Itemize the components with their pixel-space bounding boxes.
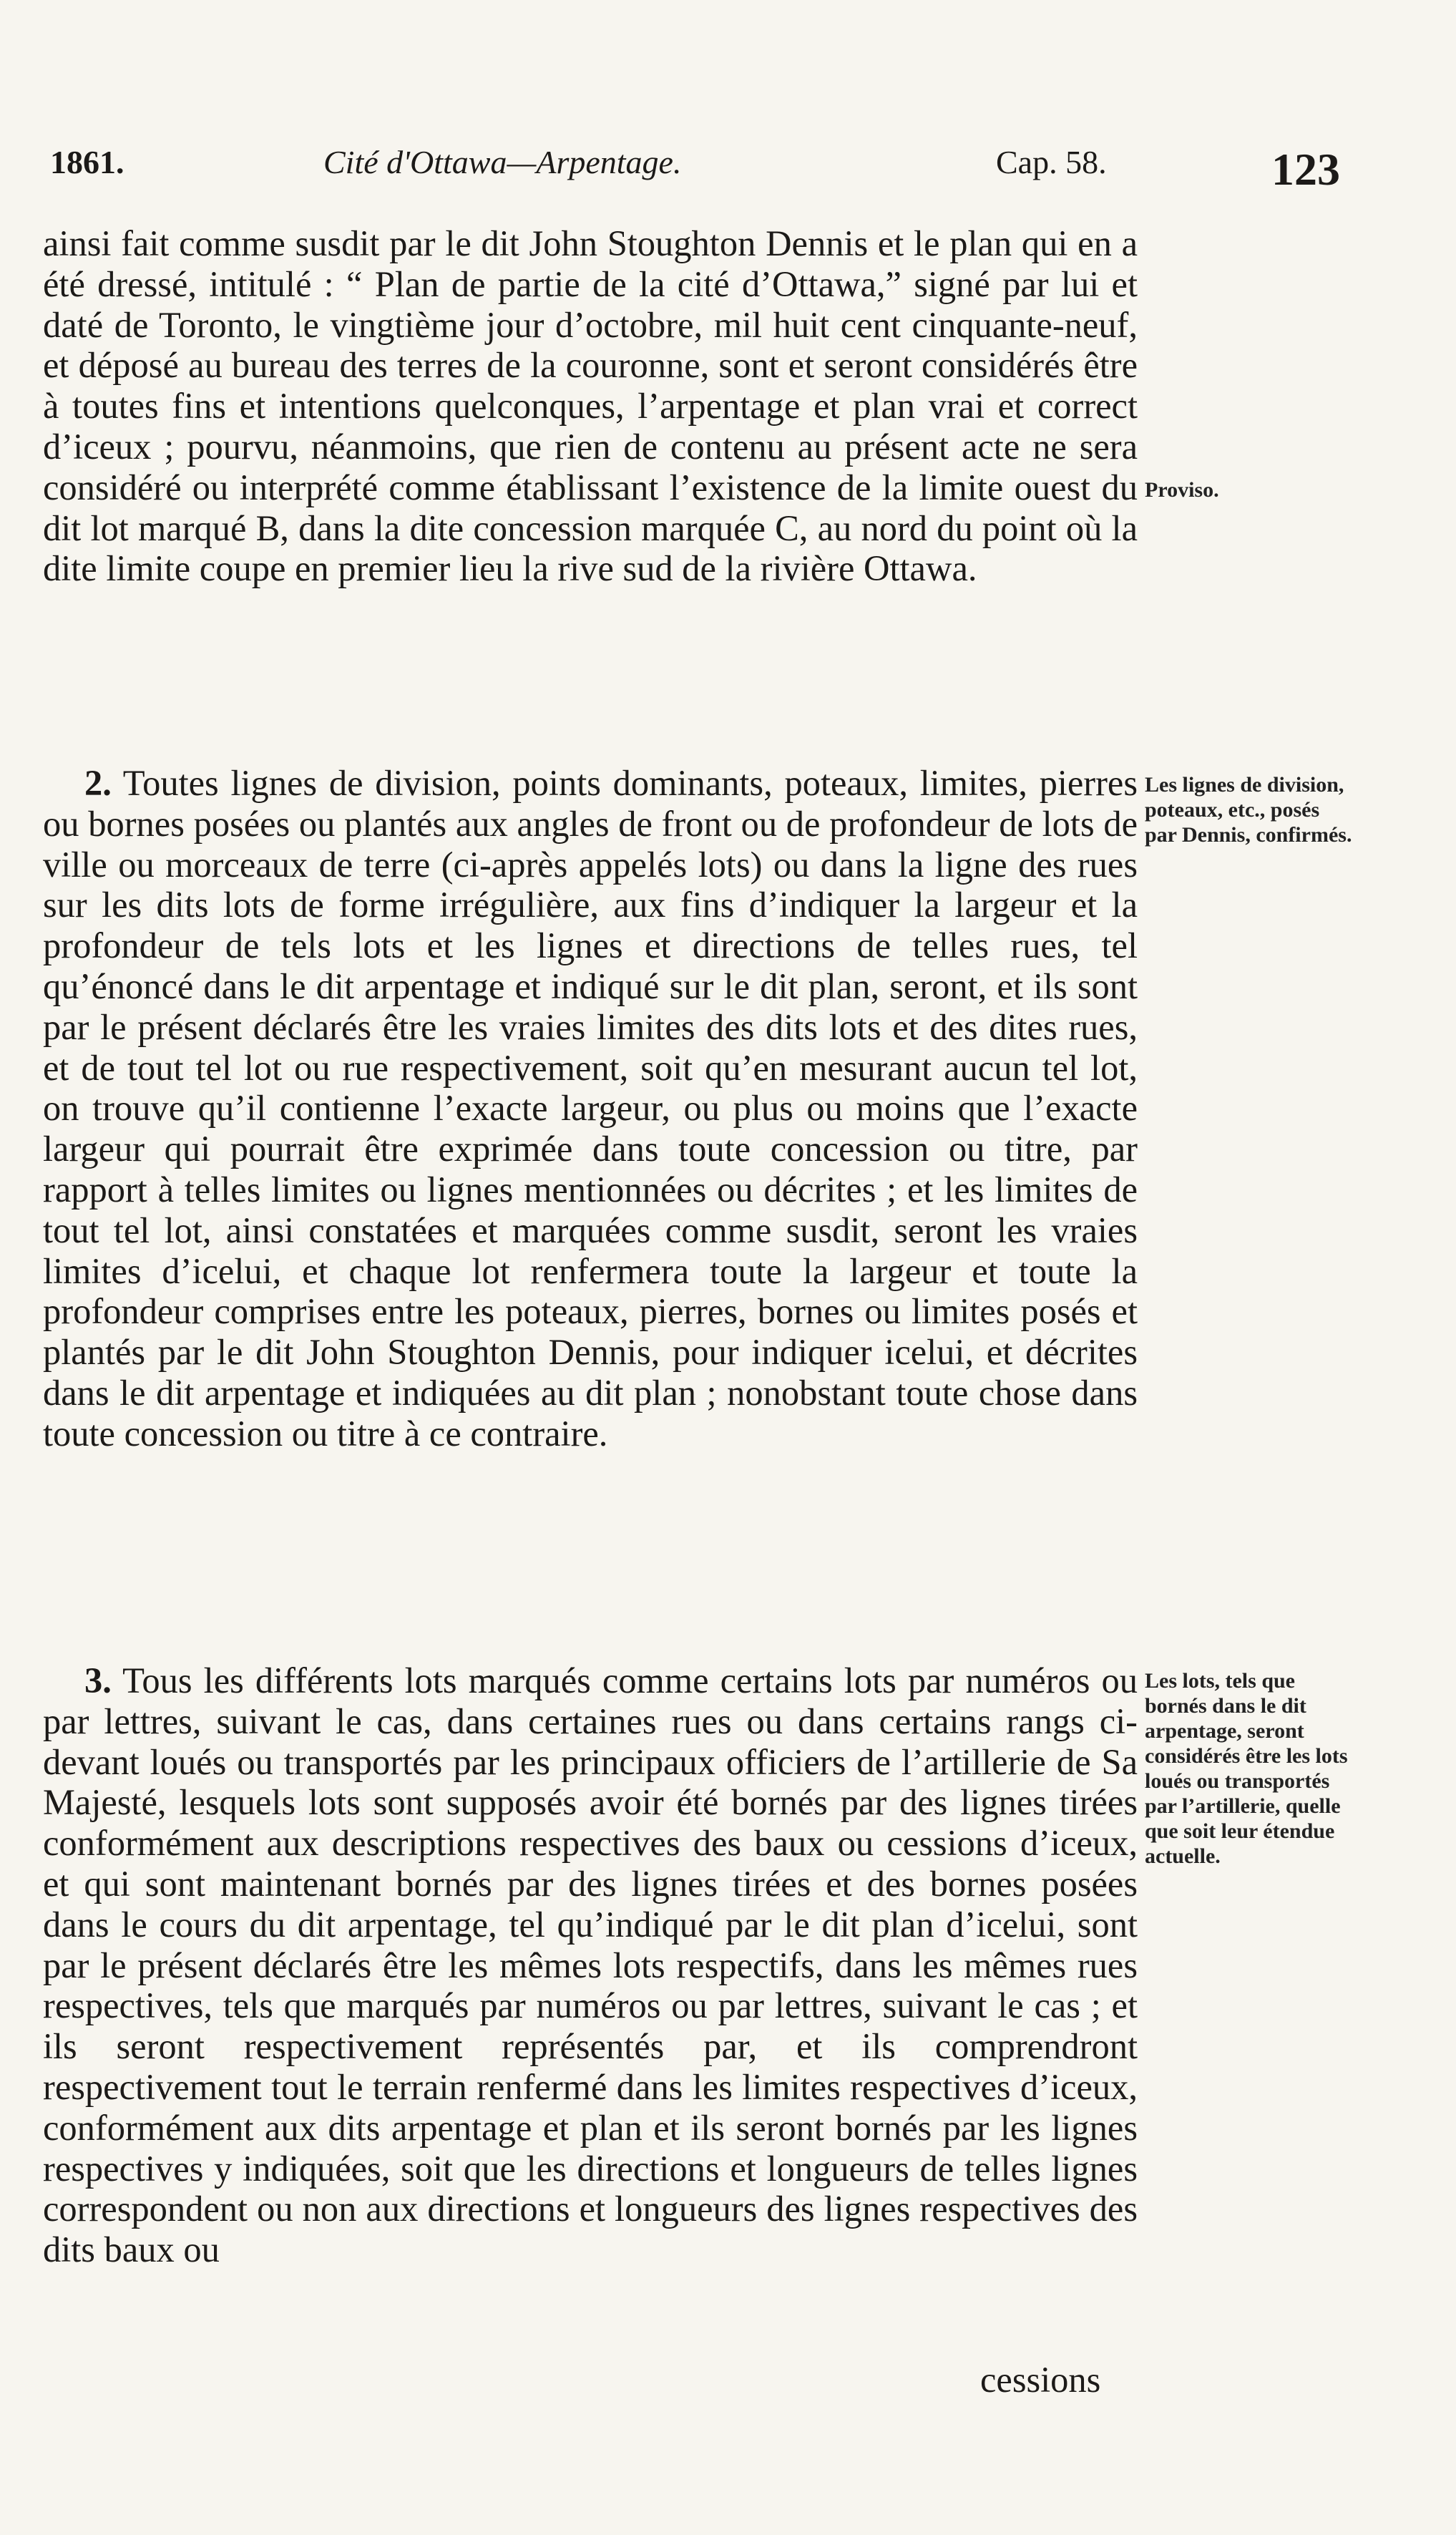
paragraph-1-text: ainsi fait comme susdit par le dit John Stoughton Dennis et le plan qui en a été dressé, intitulé : “ Plan de partie de la cité d’Ottawa,” signé par lui et daté de Toronto, le vingtième jour d’octobre, mil huit cent cinquante-neuf, et déposé au bureau des terres de la couronne, sont et seront considérés être à toutes fins et intentions quelconques, l’arpentage et plan vrai et correct d’iceux ; pourvu, néanmoins, que rien de contenu au présent acte ne sera considéré ou interprété comme établissant l’existence de la limite ouest du dit lot marqué B, dans la dite concession marquée C, au nord du point où la dite limite coupe en premier lieu la rive sud de la rivière Ottawa. <box>43 223 1138 589</box>
header-chapter: Cap. 58. <box>996 144 1107 180</box>
page-number: 123 <box>1271 144 1340 195</box>
margin-note-section-3: Les lots, tels que bornés dans le dit arpentage, seront considérés être les lots loués ou transportés par l’artillerie, quelle que soit leur étendue actuelle. <box>1145 1669 1348 1868</box>
section-3 <box>43 1660 1138 2270</box>
section-3-text: Tous les différents lots marqués comme certains lots par numéros ou par lettres, suivant le cas, dans certaines rues ou dans certains rangs ci-devant loués ou transportés par les principaux officiers de l’artillerie de Sa Majesté, lesquels lots sont supposés avoir été bornés par des lignes tirées conformément aux descriptions respectives des baux ou cessions d’iceux, et qui sont maintenant bornés par des lignes tirées et des bornes posées dans le cours du dit arpentage, tel qu’indiqué par le dit plan d’icelui, sont par le présent déclarés être les mêmes lots respectifs, dans les mêmes rues respectives, tels que marqués par numéros ou par lettres, suivant le cas ; et ils seront respectivement représentés par, et ils comprendront respectivement tout le terrain renfermé dans les limites respectives d’iceux, conformément aux dits arpentage et plan et ils seront bornés par les lignes respectives y indiquées, soit que les directions et longueurs de telles lignes correspondent ou non aux directions et longueurs des lignes respectives des dits baux ou <box>43 1660 1138 2270</box>
margin-note-section-2: Les lignes de division, poteaux, etc., posés par Dennis, confirmés. <box>1145 773 1352 847</box>
section-3-number: 3. <box>84 1660 112 1700</box>
catchword: cessions <box>980 2360 1101 2400</box>
margin-note-proviso: Proviso. <box>1145 478 1219 502</box>
paragraph-continuation <box>43 223 1138 589</box>
section-2 <box>43 763 1138 1454</box>
section-2-text: Toutes lignes de division, points dominants, poteaux, limites, pierres ou bornes posées ou plantés aux angles de front ou de profondeur de lots de ville ou morceaux de terre (ci-après appelés lots) ou dans la ligne des rues sur les dits lots de forme irrégulière, aux fins d’indiquer la largeur et la profondeur de tels lots et les lignes et directions de telles rues, tel qu’énoncé dans le dit arpentage et indiqué sur le dit plan, seront, et ils sont par le présent déclarés être les vraies limites des dits lots et des dites rues, et de tout tel lot ou rue respectivement, soit qu’en mesurant aucun tel lot, on trouve qu’il contienne l’exacte largeur, ou plus ou moins que l’exacte largeur qui pourrait être exprimée dans toute concession ou titre, par rapport à telles limites ou lignes mentionnées ou décrites ; et les limites de tout tel lot, ainsi constatées et marquées comme susdit, seront les vraies limites d’icelui, et chaque lot renfermera toute la largeur et toute la profondeur comprises entre les poteaux, pierres, bornes ou limites posés et plantés par le dit John Stoughton Dennis, pour indiquer icelui, et décrites dans le dit arpentage et indiquées au dit plan ; nonobstant toute chose dans toute concession ou titre à ce contraire. <box>43 763 1138 1454</box>
header-title: Cité d'Ottawa—Arpentage. <box>323 144 682 180</box>
section-2-number: 2. <box>84 763 112 803</box>
header-year: 1861. <box>50 144 124 180</box>
running-header <box>44 143 1368 195</box>
